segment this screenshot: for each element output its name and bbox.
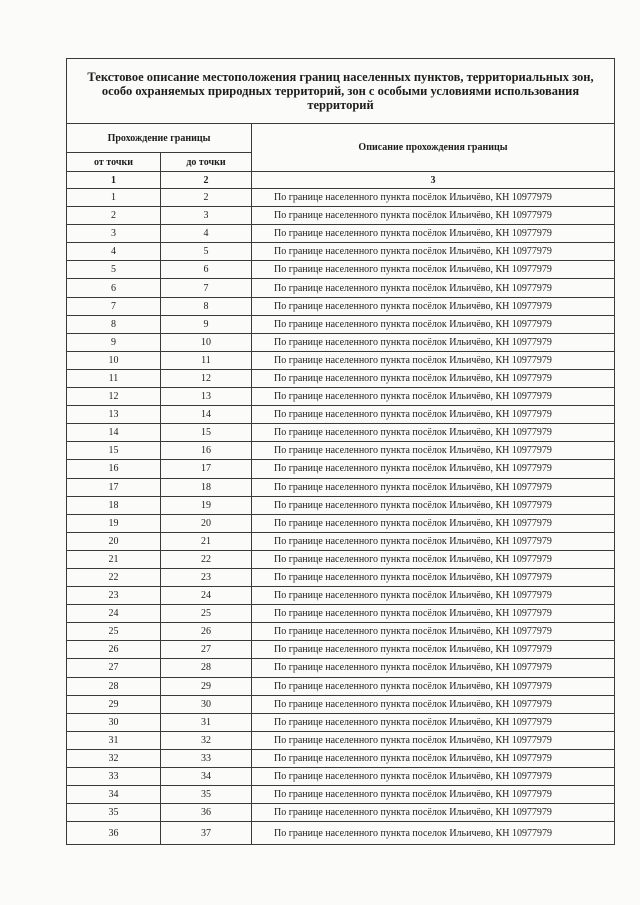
description-cell: По границе населенного пункта посёлок Ильичёво, КН 10977979 [252,460,615,478]
description-cell: По границе населенного пункта посёлок Ильичёво, КН 10977979 [252,424,615,442]
description-cell: По границе населенного пункта посёлок Ильичёво, КН 10977979 [252,550,615,568]
to-point-cell: 7 [161,279,252,297]
description-cell: По границе населенного пункта посёлок Ильичёво, КН 10977979 [252,532,615,550]
description-cell: По границе населенного пункта посёлок Ильичёво, КН 10977979 [252,225,615,243]
from-point-cell: 8 [67,315,161,333]
to-point-cell: 10 [161,333,252,351]
to-point-cell: 30 [161,695,252,713]
table-row [67,659,615,677]
table-row [67,749,615,767]
description-cell: По границе населенного пункта посёлок Ильичёво, КН 10977979 [252,786,615,804]
from-point-cell: 17 [67,478,161,496]
to-point-cell: 13 [161,388,252,406]
to-point-cell: 11 [161,351,252,369]
from-point-cell: 23 [67,587,161,605]
description-cell: По границе населенного пункта посёлок Ильичёво, КН 10977979 [252,605,615,623]
boundary-description-table [66,58,615,845]
description-cell: По границе населенного пункта посёлок Ильичёво, КН 10977979 [252,695,615,713]
from-point-cell: 21 [67,550,161,568]
description-cell: По границе населенного пункта посёлок Ильичёво, КН 10977979 [252,623,615,641]
from-point-cell: 16 [67,460,161,478]
description-cell: По границе населенного пункта посёлок Ильичёво, КН 10977979 [252,442,615,460]
from-point-cell: 28 [67,677,161,695]
from-point-cell: 22 [67,568,161,586]
description-cell: По границе населенного пункта посёлок Ильичёво, КН 10977979 [252,333,615,351]
table-row [67,207,615,225]
description-cell: По границе населенного пункта посёлок Ильичёво, КН 10977979 [252,496,615,514]
from-point-cell: 25 [67,623,161,641]
from-point-cell: 35 [67,804,161,822]
description-cell: По границе населенного пункта посёлок Ильичёво, КН 10977979 [252,804,615,822]
table-row [67,261,615,279]
from-point-cell: 36 [67,822,161,845]
header-to-point: до точки [161,153,252,172]
table-row [67,388,615,406]
description-cell: По границе населенного пункта посёлок Ильичёво, КН 10977979 [252,641,615,659]
table-row [67,225,615,243]
description-cell: По границе населенного пункта посёлок Ильичёво, КН 10977979 [252,369,615,387]
table-row [67,786,615,804]
description-cell: По границе населенного пункта посёлок Ильичёво, КН 10977979 [252,297,615,315]
table-row [67,731,615,749]
from-point-cell: 19 [67,514,161,532]
table-row [67,442,615,460]
table-row [67,243,615,261]
table-row [67,514,615,532]
table-row [67,532,615,550]
from-point-cell: 32 [67,749,161,767]
to-point-cell: 16 [161,442,252,460]
from-point-cell: 20 [67,532,161,550]
from-point-cell: 1 [67,189,161,207]
to-point-cell: 37 [161,822,252,845]
description-cell: По границе населенного пункта поселок Ильичево, КН 10977979 [252,822,615,845]
description-cell: По границе населенного пункта посёлок Ильичёво, КН 10977979 [252,768,615,786]
column-number-row [67,172,615,189]
to-point-cell: 9 [161,315,252,333]
description-cell: По границе населенного пункта посёлок Ильичёво, КН 10977979 [252,659,615,677]
to-point-cell: 22 [161,550,252,568]
to-point-cell: 6 [161,261,252,279]
to-point-cell: 27 [161,641,252,659]
from-point-cell: 4 [67,243,161,261]
to-point-cell: 8 [161,297,252,315]
to-point-cell: 25 [161,605,252,623]
from-point-cell: 29 [67,695,161,713]
from-point-cell: 26 [67,641,161,659]
to-point-cell: 12 [161,369,252,387]
to-point-cell: 18 [161,478,252,496]
description-cell: По границе населенного пункта посёлок Ильичёво, КН 10977979 [252,189,615,207]
from-point-cell: 34 [67,786,161,804]
description-cell: По границе населенного пункта посёлок Ильичёво, КН 10977979 [252,587,615,605]
to-point-cell: 32 [161,731,252,749]
from-point-cell: 31 [67,731,161,749]
table-row [67,406,615,424]
from-point-cell: 5 [67,261,161,279]
from-point-cell: 12 [67,388,161,406]
description-cell: По границе населенного пункта посёлок Ильичёво, КН 10977979 [252,749,615,767]
table-row [67,351,615,369]
to-point-cell: 28 [161,659,252,677]
header-from-point: от точки [67,153,161,172]
from-point-cell: 14 [67,424,161,442]
from-point-cell: 18 [67,496,161,514]
to-point-cell: 35 [161,786,252,804]
column-number: 1 [67,172,161,189]
table-row [67,768,615,786]
table-title-row [67,59,615,124]
table-row [67,496,615,514]
to-point-cell: 21 [161,532,252,550]
table-row [67,550,615,568]
table-row [67,804,615,822]
table-row [67,315,615,333]
from-point-cell: 13 [67,406,161,424]
from-point-cell: 7 [67,297,161,315]
from-point-cell: 2 [67,207,161,225]
description-cell: По границе населенного пункта посёлок Ильичёво, КН 10977979 [252,388,615,406]
table-row [67,369,615,387]
description-cell: По границе населенного пункта посёлок Ильичёво, КН 10977979 [252,207,615,225]
to-point-cell: 3 [161,207,252,225]
from-point-cell: 3 [67,225,161,243]
from-point-cell: 24 [67,605,161,623]
description-cell: По границе населенного пункта посёлок Ильичёво, КН 10977979 [252,731,615,749]
column-number: 2 [161,172,252,189]
from-point-cell: 10 [67,351,161,369]
table-row [67,677,615,695]
to-point-cell: 2 [161,189,252,207]
table-title: Текстовое описание местоположения границ населенных пунктов, территориальных зон, особо охраняемых природных территорий, зон с особыми условиями использования территорий [67,59,615,124]
description-cell: По границе населенного пункта посёлок Ильичёво, КН 10977979 [252,677,615,695]
table-row [67,279,615,297]
description-cell: По границе населенного пункта посёлок Ильичёво, КН 10977979 [252,279,615,297]
description-cell: По границе населенного пункта посёлок Ильичёво, КН 10977979 [252,261,615,279]
from-point-cell: 33 [67,768,161,786]
table-row [67,478,615,496]
to-point-cell: 17 [161,460,252,478]
header-boundary-passage: Прохождение границы [67,124,252,153]
to-point-cell: 31 [161,713,252,731]
to-point-cell: 23 [161,568,252,586]
table-row [67,568,615,586]
table-row [67,587,615,605]
description-cell: По границе населенного пункта посёлок Ильичёво, КН 10977979 [252,568,615,586]
table-row [67,460,615,478]
table-row [67,695,615,713]
header-description: Описание прохождения границы [252,124,615,172]
to-point-cell: 24 [161,587,252,605]
to-point-cell: 29 [161,677,252,695]
to-point-cell: 15 [161,424,252,442]
table-row [67,713,615,731]
table-row [67,333,615,351]
description-cell: По границе населенного пункта посёлок Ильичёво, КН 10977979 [252,514,615,532]
to-point-cell: 34 [161,768,252,786]
from-point-cell: 9 [67,333,161,351]
to-point-cell: 36 [161,804,252,822]
description-cell: По границе населенного пункта посёлок Ильичёво, КН 10977979 [252,478,615,496]
to-point-cell: 33 [161,749,252,767]
description-cell: По границе населенного пункта посёлок Ильичёво, КН 10977979 [252,406,615,424]
to-point-cell: 19 [161,496,252,514]
table-row [67,641,615,659]
description-cell: По границе населенного пункта посёлок Ильичёво, КН 10977979 [252,243,615,261]
column-number: 3 [252,172,615,189]
from-point-cell: 30 [67,713,161,731]
table-row [67,297,615,315]
from-point-cell: 27 [67,659,161,677]
to-point-cell: 4 [161,225,252,243]
to-point-cell: 20 [161,514,252,532]
table-row [67,424,615,442]
to-point-cell: 14 [161,406,252,424]
to-point-cell: 26 [161,623,252,641]
header-row [67,124,615,153]
from-point-cell: 15 [67,442,161,460]
description-cell: По границе населенного пункта посёлок Ильичёво, КН 10977979 [252,315,615,333]
table-row [67,623,615,641]
from-point-cell: 6 [67,279,161,297]
description-cell: По границе населенного пункта посёлок Ильичёво, КН 10977979 [252,351,615,369]
from-point-cell: 11 [67,369,161,387]
description-cell: По границе населенного пункта посёлок Ильичёво, КН 10977979 [252,713,615,731]
table-row [67,605,615,623]
table-row [67,822,615,845]
table-row [67,189,615,207]
to-point-cell: 5 [161,243,252,261]
